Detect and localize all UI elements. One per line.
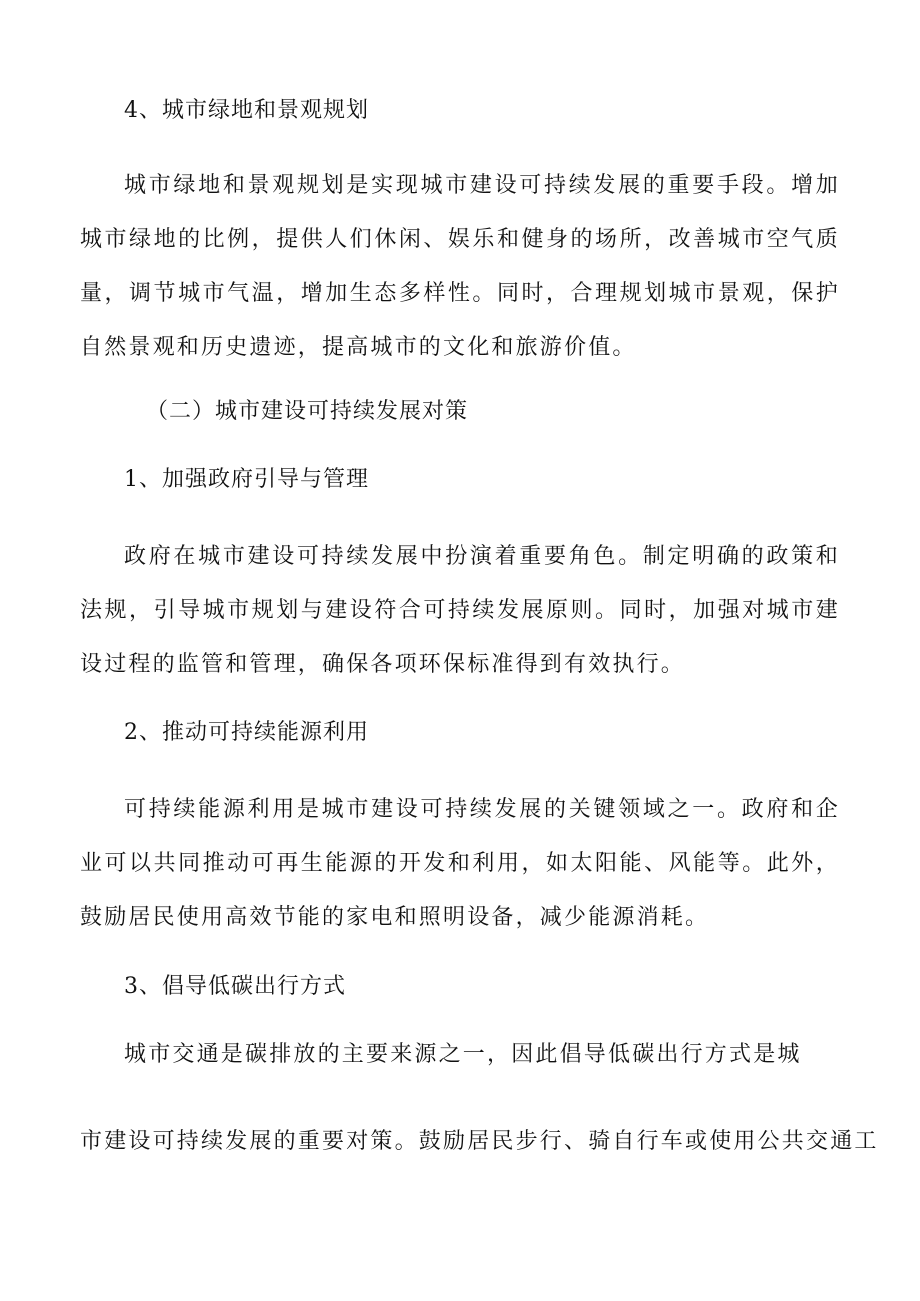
paragraph-green-space: 城市绿地和景观规划是实现城市建设可持续发展的重要手段。增加城市绿地的比例，提供人们休闲、娱乐和健身的场所，改善城市空气质量，调节城市气温，增加生态多样性。同时，合理规划城市景观，保护自然景观和历史遗迹，提高城市的文化和旅游价值。 xyxy=(80,173,840,360)
paragraph-energy: 可持续能源利用是城市建设可持续发展的关键领域之一。政府和企业可以共同推动可再生能源的开发和利用，如太阳能、风能等。此外，鼓励居民使用高效节能的家电和照明设备，减少能源消耗。 xyxy=(80,797,840,930)
heading-green-space-planning: 4、城市绿地和景观规划 xyxy=(124,98,369,123)
section-heading-countermeasures: （二）城市建设可持续发展对策 xyxy=(146,399,469,424)
heading-government-guidance: 1、加强政府引导与管理 xyxy=(124,467,369,492)
paragraph-low-carbon-line-1: 城市交通是碳排放的主要来源之一，因此倡导低碳出行方式是城 xyxy=(124,1042,802,1067)
paragraph-government: 政府在城市建设可持续发展中扮演着重要角色。制定明确的政策和法规，引导城市规划与建设符合可持续发展原则。同时，加强对城市建设过程的监管和管理，确保各项环保标准得到有效执行。 xyxy=(80,544,840,677)
heading-sustainable-energy: 2、推动可持续能源利用 xyxy=(124,720,369,745)
paragraph-low-carbon-line-2: 市建设可持续发展的重要对策。鼓励居民步行、骑自行车或使用公共交通工 xyxy=(80,1129,879,1154)
heading-low-carbon-travel: 3、倡导低碳出行方式 xyxy=(124,974,346,999)
